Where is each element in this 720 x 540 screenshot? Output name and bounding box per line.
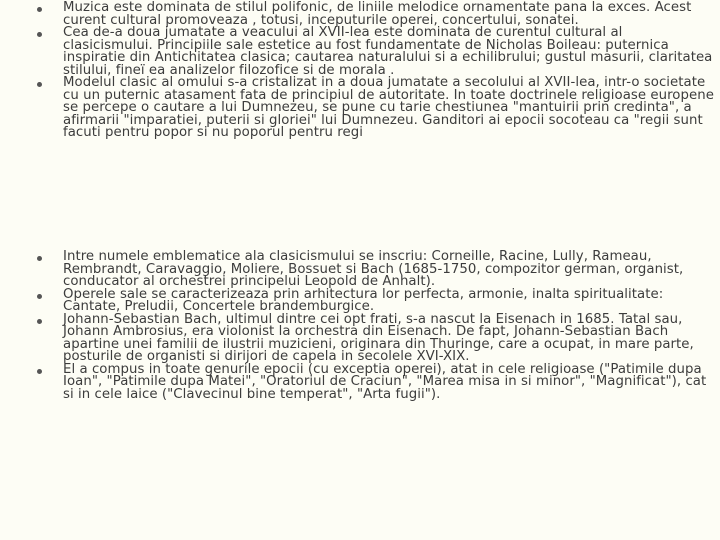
list-item-text: Cea de-a doua jumatate a veacului al XVII-lea este dominata de curentul cultural al clasicismului. Principiile sale estetice au fost fundamentate de Nicholas Boileau: puternica inspiratie din Antichitatea clasica; cautarea naturalului si a echilibrului; gustul masurii, claritatea stilului, fineї ea analizelor filozofice si de morala . [63, 25, 713, 78]
list-item [0, 286, 720, 314]
bullet-list-upper [0, 2, 720, 140]
list-item [0, 2, 720, 27]
list-item [0, 311, 720, 364]
bullet-icon [37, 82, 42, 87]
list-item [0, 27, 720, 77]
list-item-text: Modelul clasic al omului s-a cristalizat in a doua jumatate a secolului al XVII-lea, intr-o societate cu un puternic atasament fata de principiul de autoritate. In toate doctrinele religioase europene se percepe o cautare a lui Dumnezeu, se pune cu tarie chestiunea "mantuirii prin credinta", a afirmarii "imparatiei, puterii si gloriei" lui Dumnezeu. Ganditori ai epocii socoteau ca "regii sunt facuti pentru popor si nu poporul pentru regi [63, 75, 714, 140]
list-item-text: Johann-Sebastian Bach, ultimul dintre cei opt frati, s-a nascut la Eisenach in 1685. Tatal sau, Johann Ambrosius, era violonist la orchestra din Eisenach. De fapt, Johann-Sebastian Bach apartine unei familii de ilustrii muzicieni, originara din Thuringe, care a ocupat, in mare parte, posturile de organisti si dirijori de capela in secolele XVI-XIX. [63, 311, 694, 364]
bullet-icon [37, 294, 42, 299]
list-item [0, 251, 720, 289]
list-item-text: Operele sale se caracterizeaza prin arhitectura lor perfecta, armonie, inalta spiritualitate: Cantate, Preludii, Concertele brandemburgice. [63, 286, 664, 314]
list-item-text: Intre numele emblematice ala clasicismului se inscriu: Corneille, Racine, Lully, Rameau, Rembrandt, Caravaggio, Moliere, Bossuet si Bach (1685-1750, compozitor german, organist, conducator al orchestrei principelui Leopold de Anhalt). [63, 249, 684, 289]
list-item [0, 361, 720, 402]
list-item-text: El a compus in toate genurile epocii (cu exceptia operei), atat in cele religioase ("Patimile dupa Ioan", "Patimile dupa Matei", "Oratoriul de Craciun", "Marea misa in si minor", "Magnificat"), cat si in cele laice ("Clavecinul bine temperat", "Arta fugii"). [63, 361, 707, 402]
list-item-text: Muzica este dominata de stilul polifonic, de liniile melodice ornamentate pana la exces. Acest curent cultural promoveaza , totusi, inceputurile operei, concertului, sonatei. [63, 0, 692, 28]
bullet-icon [37, 32, 42, 37]
bullet-list-lower [0, 251, 720, 401]
bullet-icon [37, 7, 42, 12]
bullet-icon [37, 256, 42, 261]
bullet-icon [37, 319, 42, 324]
list-item [0, 77, 720, 140]
bullet-icon [37, 369, 42, 374]
